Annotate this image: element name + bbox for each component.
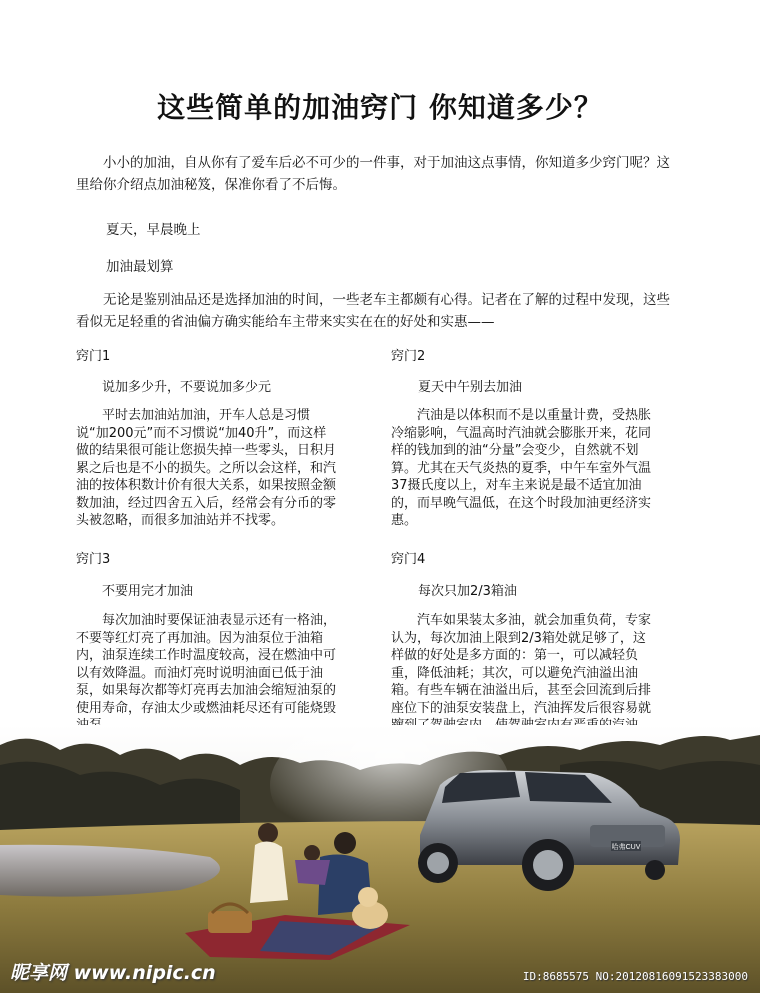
watermark-logo: 昵享网 www.nipic.cn	[10, 962, 216, 984]
tip-3-label: 窍门3	[76, 552, 111, 567]
tip-4-title: 每次只加2/3箱油	[418, 584, 517, 599]
tip-2-label: 窍门2	[391, 349, 426, 364]
tip-3-title: 不要用完才加油	[102, 584, 194, 599]
tip-1-title: 说加多少升，不要说加多少元	[102, 380, 272, 395]
tip-1-label: 窍门1	[76, 349, 111, 364]
car-badge: 哈弗CUV	[611, 844, 641, 851]
scene-illustration	[0, 725, 760, 993]
watermark-id: ID:8685575 NO:20120816091523383000	[522, 970, 748, 983]
tip-3-body: 每次加油时要保证油表显示还有一格油，不要等红灯亮了再加油。因为油泵位于油箱内，油泵连续工作时温度较高，浸在燃油中可以有效降温。而油灯亮时说明油面已低于油泵，如果每次都等灯亮再去加油会缩短油泵的使用寿命，存油太少或燃油耗尽还有可能烧毁	[76, 613, 337, 716]
section-heading-1: 夏天，早晨晚上	[106, 222, 201, 238]
page-title: 这些简单的加油窍门 你知道多少？	[157, 91, 603, 124]
section-heading-2: 加油最划算	[106, 259, 174, 275]
landscape-image	[0, 725, 760, 993]
tip-2-body: 汽油是以体积而不是以重量计费，受热胀冷缩影响，气温高时汽油就会膨胀开来，花同样的钱加到的油“分量”会变少，自然就不划算。尤其在天气炎热的夏季，中午车室外气温37摄氏度以上，对车主来说是最不适宜加油的，而早晚气温低，在这个时段加油更经济实惠。	[391, 408, 652, 528]
intro-paragraph: 小小的加油，自从你有了爱车后必不可少的一件事，对于加油这点事情，你知道多少窍门呢？这里给你介绍点加油秘笈，保准你看了不后悔。	[76, 155, 670, 193]
tip-2-title: 夏天中午别去加油	[418, 380, 523, 395]
tip-4-label: 窍门4	[391, 552, 426, 567]
tip-4-body: 汽车如果装太多油，就会加重负荷，专家认为，每次加油上限到2/3箱处就足够了，这样做的好处是多方面的：第一，可以减轻负重，降低油耗；其次，可以避免汽油溢出油箱。有些车辆在油溢出后，甚至会回流到后排座位下的油泵安装盘上，汽油挥发后很容易就	[391, 613, 652, 716]
tip-1-body: 平时去加油站加油，开车人总是习惯说“加200元”而不习惯说“加40升”，而这样做的结果很可能让您损失掉一些零头，日积月累之后也是不小的损失。之所以会这样，和汽油的按体积数计价有很大关系，如果按照金额数加油，经过四舍五入后，经常会有分币的零头被忽略，而很多加油站并不找零。	[76, 408, 337, 528]
lead-paragraph: 无论是鉴别油品还是选择加油的时间，一些老车主都颇有心得。记者在了解的过程中发现，这些看似无足轻重的省油偏方确实能给车主带来实实在在的好处和实惠——	[76, 292, 670, 330]
